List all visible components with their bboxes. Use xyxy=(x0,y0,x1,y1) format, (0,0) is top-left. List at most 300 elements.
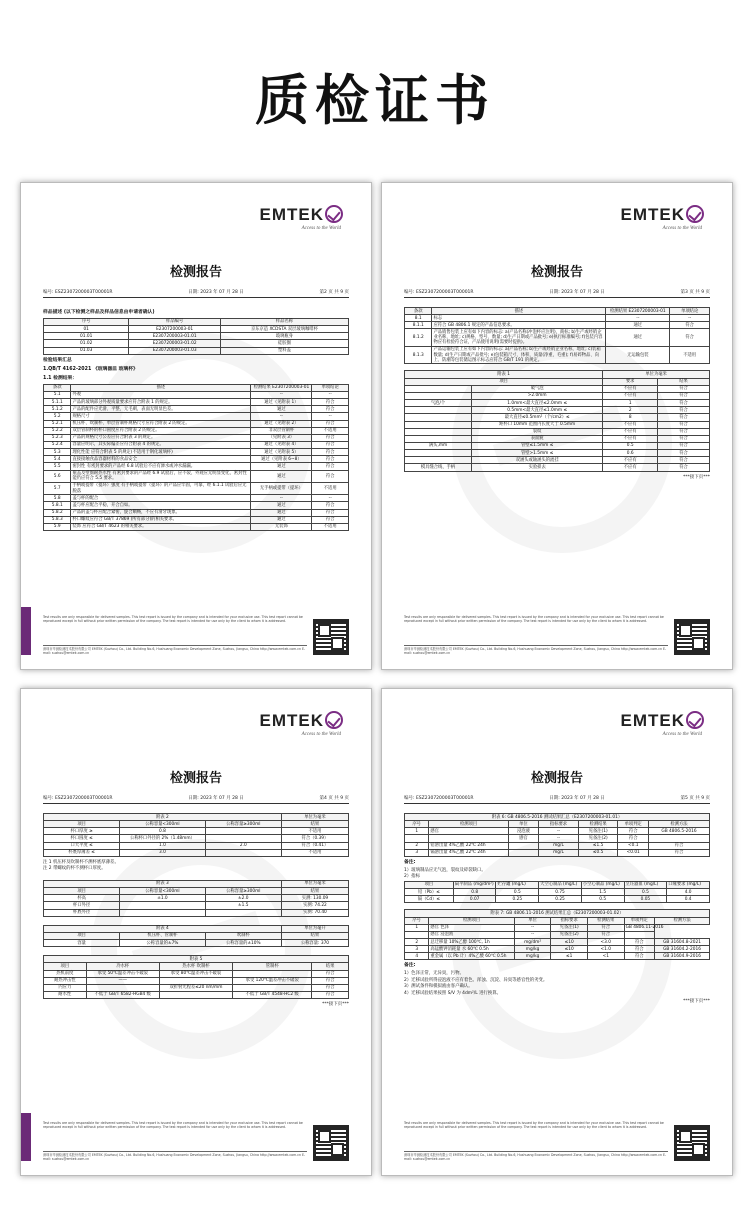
table-cell: 通过 xyxy=(606,329,670,346)
table-cell: 不适用 xyxy=(670,346,710,363)
table-cell: 见备注(1) xyxy=(551,924,588,931)
table-cell: 满头,mm xyxy=(405,442,472,449)
table-cell xyxy=(405,457,472,464)
table-cell: 符合 xyxy=(658,385,710,392)
table-row xyxy=(44,523,349,530)
table-cell: 感官 xyxy=(508,835,539,842)
qr-code xyxy=(313,1125,349,1161)
report-title: 检测报告 xyxy=(530,265,583,280)
table-cell: 承受 120℃温差冲击不破裂 xyxy=(233,977,312,984)
table-row: 01.03 E2307200003-01.03 塑料盖 xyxy=(44,347,349,354)
table-row xyxy=(44,842,349,849)
table-cell: 产品的玻璃部分外观质量要求应符合附表 1 的规定。 xyxy=(71,399,251,406)
table-cell: 3.0 xyxy=(120,849,205,856)
report-page-5 xyxy=(381,688,733,1176)
table-row xyxy=(405,953,710,960)
table-cell: 镉（Cd）≤ xyxy=(405,896,454,903)
table-cell: 1 xyxy=(405,924,429,931)
table-cell: 口大平度 ≤ xyxy=(44,842,120,849)
report-number: 编号: ESZ2307200003T00001R xyxy=(43,290,113,295)
table-cell: 符合 xyxy=(658,435,710,442)
report-date: 日期: 2023 年 07 月 28 日 xyxy=(549,290,605,295)
table-row xyxy=(405,407,710,414)
report-title: 检测报告 xyxy=(169,771,222,786)
report-date: 日期: 2023 年 07 月 28 日 xyxy=(188,290,244,295)
table-cell: 0.05 xyxy=(624,896,667,903)
table-cell: 0.5 xyxy=(624,889,667,896)
table-cell: 2 xyxy=(405,842,429,849)
table-row xyxy=(405,322,710,329)
table-cell: 5.1.1 xyxy=(44,399,71,406)
table-cell: 2.0 xyxy=(205,842,281,849)
emtek-logo: EMTEK xyxy=(621,711,705,731)
table-cell: mg/dm² xyxy=(514,939,551,946)
table-cell: 感官 色泽 xyxy=(429,924,514,931)
table-cell: 不低于 GB/T 6582-HGB4 级 xyxy=(86,991,159,998)
table-cell: 符合 xyxy=(670,322,710,329)
sample-table: 序号 样品编号 样品名称 01 E2307200003-01 京东京造 XCDSTA 双层玻璃咖啡杯 01.01 E2307200003-01.01 玻璃瓶身 01.02 E2307200003-01.02 硅胶圈 01.03 E2307200003-01.03 塑料盖 xyxy=(43,318,349,355)
footer-disclaimer: Test results are only responsible for delivered samples. This test report is issued by the company and is intended for your exclusive use. This test report cannot be reproduced except in full without prior written permission of the company. The test report is intended for use only by the client to whom it is addressed. xyxy=(404,615,664,624)
table-cell xyxy=(205,909,281,916)
table-cell: 实测: 74.22 xyxy=(281,902,348,909)
table-cell: 0.25 xyxy=(496,896,539,903)
table-cell: 符合 xyxy=(312,502,349,509)
report-page-4 xyxy=(20,688,372,1176)
table-cell: 通过（见附表 2） xyxy=(251,420,312,427)
table-row xyxy=(405,931,710,938)
table-cell: 杯口厚度 ≥ xyxy=(44,828,120,835)
table-cell: 外观 xyxy=(71,391,251,398)
qr-code xyxy=(313,619,349,655)
continued-note: ***接下页*** xyxy=(683,999,710,1005)
report-number: 编号: ESZ2307200003T00001R xyxy=(404,290,474,295)
footer-disclaimer: Test results are only responsible for delivered samples. This test report is issued by the company and is intended for your exclusive use. This test report cannot be reproduced except in full without prior written permission of the company. The test report is intended for use only by the client to whom it is addressed. xyxy=(43,1121,303,1130)
table-cell: ≤10 xyxy=(551,946,588,953)
remark-2-3: 3）测试条件和模拟液由客户确认。 xyxy=(404,984,473,990)
table-cell xyxy=(405,421,472,428)
table-row xyxy=(405,329,710,346)
table-cell: 符合 xyxy=(658,407,710,414)
table-cell: 瓶盖及壁圈耐热水性 有密封要求的产品经 6.9 试验后，应不裂、外观应无明显变化，密封性能仍应符合 5.5 要求。 xyxy=(71,470,251,482)
page-footer xyxy=(43,1121,349,1161)
table-cell: 通过（见附表 1） xyxy=(251,399,312,406)
table-cell: 0.5 xyxy=(603,442,658,449)
table-cell: 浸泡液 xyxy=(508,828,539,835)
table-cell: 公称容量的±7% xyxy=(120,940,205,947)
table-cell: 最大直径≤0.5mm²（个/cm2）≤ xyxy=(472,414,603,421)
table-cell: 容量应明示，其实际偏差应符合附表 4 的规定。 xyxy=(71,441,251,448)
sub-title: 1.1 检测结果： xyxy=(43,375,78,381)
table-cell: 0.5mm<最大直径≤1.0mm ≤ xyxy=(472,407,603,414)
table-cell: 通过 xyxy=(251,502,312,509)
table-cell: -- xyxy=(606,315,670,322)
table-row xyxy=(44,984,349,991)
table-row xyxy=(44,502,349,509)
table-cell: 产品的盖与杯应配合紧密，旋合顺畅，不应有滑牙现象。 xyxy=(71,509,251,516)
table-row xyxy=(405,849,710,856)
qr-code xyxy=(674,619,710,655)
table-cell: 符合 xyxy=(648,849,709,856)
footer-disclaimer: Test results are only responsible for delivered samples. This test report is issued by the company and is intended for your exclusive use. This test report cannot be reproduced except in full without prior written permission of the company. The test report is intended for use only by the client to whom it is addressed. xyxy=(404,1121,664,1130)
table-cell: 实测: 70.40 xyxy=(281,909,348,916)
table-cell: 不低于 GB/T 4548-HC2 级 xyxy=(233,991,312,998)
table-cell: 通过 xyxy=(251,406,312,413)
table-cell: 杯口外径 xyxy=(44,902,120,909)
table-cell: 装饰 应符合 GB/T 4623 的相关要求。 xyxy=(71,523,251,530)
table-cell: <3.0 xyxy=(587,939,624,946)
table-cell: 通过 xyxy=(251,516,312,523)
table-cell: 耐水性 xyxy=(44,991,87,998)
table-cell: 总迁移量 10%乙醇 100℃, 1h xyxy=(429,939,514,946)
table-row xyxy=(405,924,710,931)
table-cell: 符合 xyxy=(624,946,655,953)
table-row xyxy=(405,400,710,407)
report-date: 日期: 2023 年 07 月 28 日 xyxy=(188,796,244,801)
table-row xyxy=(405,842,710,849)
footer-address: 深圳市华测检测技术股份有限公司 EMTEK (Suzhou) Co., Ltd. Building No.6, Hushuang Economic Development Zone, Suzhou, Jiangsu, China http://www.emtek.com.cn E-mail: suzhou@emtek.com.cn xyxy=(404,646,667,655)
table-cell: 杯口圆度 ≤ xyxy=(44,835,120,842)
table-cell: 杯口螺纹应符合 GB/T 37869 (所有部分)的相关要求。 xyxy=(71,516,251,523)
attachment-4-table: 附表 4 单位为毫升 项目 机压杯、管制杯 吹制杯 结果 容量 公称容量的±7% 公称容量的±10% 公称容量: 370 xyxy=(43,925,349,947)
continued-note: ***接下页*** xyxy=(683,474,710,480)
table-cell: 无运输包装 xyxy=(606,346,670,363)
attachment-1-table: 附表 1 单位为毫米 项目 要求 结果 破气泡 不应有 符合 >2.0mm 不应有 符合 气泡/个 1.0mm<最大直径≤2.0mm ≤ 1 符合 0.5mm<最大直径≤1.0mm ≤ 2 符合 最大直径≤0.5mm²（个/cm2）≤ 8 符合 距杯口 10mm 范围内长度大于 0.5mm 不应有 符合 裂纹 不应有 符合 表面疵 不应有 符合 满头,mm 管壁≤1.5mm ≤ 0.5 符合 管壁>1.5mm ≤ 0.6 符合 双涵头或轴涵头的流挂 不应有 符合 模具缝合线、手柄 实验损去 不应有 符合 xyxy=(404,370,710,471)
table-cell: 不应有 xyxy=(603,385,658,392)
table-cell xyxy=(405,392,472,399)
table-cell: 表面疵 xyxy=(472,435,603,442)
table-cell: 5.8.3 xyxy=(44,516,71,523)
table-cell: 5.1 xyxy=(44,391,71,398)
table-cell: 内应力 xyxy=(44,984,87,991)
table-row xyxy=(44,427,349,434)
table-row xyxy=(44,463,349,470)
table-cell xyxy=(405,428,472,435)
table-cell: 双涵头或轴涵头的流挂 xyxy=(472,457,603,464)
table-cell: 5.8.1 xyxy=(44,502,71,509)
table-cell: 符合 xyxy=(648,842,709,849)
table-cell: 符合 xyxy=(312,516,349,523)
table-cell: 公称容量: 370 xyxy=(281,940,348,947)
table-row: 01 E2307200003-01 京东京造 XCDSTA 双层玻璃咖啡杯 xyxy=(44,326,349,333)
table-row xyxy=(44,441,349,448)
table-cell: <0.1 xyxy=(618,842,649,849)
table-cell: 0.4 xyxy=(667,896,710,903)
table-row xyxy=(44,940,349,947)
table-row xyxy=(44,835,349,842)
table-cell: 符合 xyxy=(312,984,349,991)
report-body xyxy=(404,813,710,1005)
table-row xyxy=(405,421,710,428)
label-table: 条款 描述 检测结果 E2307200003-01 单项结论 8.1 标志 -- -- 8.1.1 应符合 GB 4806.1 规定的产品信息要求。 通过 符合 8.1.2 产品销售包装上应有如下内容的标志: a)产品名称(冲泡杯应注明)，商标; b)生产或经销企业名称，地址; c)规格、型号、数量; d)生产日期或产品批号; e)执行标准编号; f)包装内容物应有检验符合证，产品使用说明(需要时提供)。 通过 符合 8.1.3 产品运输包装上应有如下内容的标志: a)产品名称; b)生产或经销企业名称，地址; c)装箱数量; d)生产日期或产品批号; e)包装箱尺寸、体积、质量(净重，毛重); f)易碎物品、向上、防潮等包装储运图示标志应符合 GB/T 191 的规定。 无运输包装 不适用 xyxy=(404,307,710,364)
table-cell: 产品的配件应光滑、平整，无毛刺，表面无明显色差。 xyxy=(71,406,251,413)
table-cell: 5.3 xyxy=(44,449,71,456)
table-cell: 符合 xyxy=(312,420,349,427)
table-cell: 符合 xyxy=(312,449,349,456)
emtek-check-icon xyxy=(325,711,343,729)
table-cell: 镉溶出量 4%乙酸 22℃ 24h xyxy=(429,849,508,856)
brand-slogan: Access to the World xyxy=(662,226,702,231)
table-cell: -- xyxy=(312,413,349,420)
table-cell: 铅溶出量 4%乙酸 22℃ 24h xyxy=(429,842,508,849)
remark-1: 1）玻璃制品应无气泡，裂纹及碎裂缺口。 xyxy=(404,867,486,873)
footer-address: 深圳市华测检测技术股份有限公司 EMTEK (Suzhou) Co., Ltd. Building No.6, Hushuang Economic Development Zone, Suzhou, Jiangsu, China http://www.emtek.com.cn E-mail: suzhou@emtek.com.cn xyxy=(43,646,306,655)
table-cell: 0.75 xyxy=(539,889,582,896)
report-body xyxy=(43,813,349,1008)
table-row xyxy=(405,435,710,442)
table-cell xyxy=(624,931,655,938)
table-cell: 通过 xyxy=(251,470,312,482)
page-footer xyxy=(43,615,349,655)
table-cell: 符合 xyxy=(312,463,349,470)
table-cell xyxy=(233,984,312,991)
table-cell: 5.8 xyxy=(44,495,71,502)
table-cell: mg/kg xyxy=(514,953,551,960)
table-cell: 容量 xyxy=(44,940,120,947)
table-cell: 规格尺寸 xyxy=(71,413,251,420)
qr-code xyxy=(674,1125,710,1161)
table-row xyxy=(44,902,349,909)
table-cell: 符合 xyxy=(312,470,349,482)
emtek-logo: EMTEK xyxy=(621,205,705,225)
table-cell: mg/L xyxy=(539,849,579,856)
table-cell: 符合 xyxy=(618,828,649,835)
table-row xyxy=(44,516,349,523)
table-cell: 通过（见附表 6~8） xyxy=(251,456,312,463)
page-number: 第3 页 共 9 页 xyxy=(680,290,710,295)
table-cell: 产品的规格尺寸公差应符合附表 3 的规定。 xyxy=(71,434,251,441)
table-cell xyxy=(405,835,429,842)
table-cell xyxy=(120,909,205,916)
table-cell: 理化性能 应符合附表 5 的规定(不适用于钢化玻璃杯) xyxy=(71,449,251,456)
remark-2-2: 2）迁移试验所得浸泡液不应有着色、浑浊、沉淀、异臭等感官性的劣变。 xyxy=(404,977,548,983)
table-cell: 符合 xyxy=(658,450,710,457)
table-cell: 符合 xyxy=(312,456,349,463)
table-cell: 5.6 xyxy=(44,470,71,482)
table-row xyxy=(44,977,349,984)
table-cell: 双层管制杯的杯口圆度应符合附表 2 的规定。 xyxy=(71,427,251,434)
table-cell: 2 xyxy=(603,407,658,414)
table-cell xyxy=(233,970,312,977)
table-cell: 符合 xyxy=(658,400,710,407)
table-row xyxy=(44,495,349,502)
table-cell xyxy=(405,435,472,442)
footer-address: 深圳市华测检测技术股份有限公司 EMTEK (Suzhou) Co., Ltd. Building No.6, Hushuang Economic Development Zone, Suzhou, Jiangsu, China http://www.emtek.com.cn E-mail: suzhou@emtek.com.cn xyxy=(43,1152,306,1161)
table-cell: 符合（0.39） xyxy=(281,835,348,842)
table-cell: 5.2 xyxy=(44,413,71,420)
table-cell: 产品运输包装上应有如下内容的标志: a)产品名称; b)生产或经销企业名称，地址; c)装箱数量; d)生产日期或产品批号; e)包装箱尺寸、体积、质量(净重，毛重); f)易碎物品、向上、防潮等包装储运图示标志应符合 GB/T 191 的规定。 xyxy=(432,346,606,363)
table-cell: 不适用 xyxy=(312,523,349,530)
report-page-3 xyxy=(381,182,733,670)
table-cell: 见备注(1) xyxy=(578,828,618,835)
table-cell: -- xyxy=(514,931,551,938)
brand-slogan: Access to the World xyxy=(301,226,341,231)
table-cell: 符合 xyxy=(312,991,349,998)
table-row xyxy=(44,509,349,516)
table-cell: 符合 xyxy=(624,953,655,960)
table-row xyxy=(44,449,349,456)
table-cell: 不应有 xyxy=(603,435,658,442)
table-cell: 8.1.1 xyxy=(405,322,432,329)
table-row xyxy=(405,385,710,392)
table-cell: 1.0 xyxy=(120,842,205,849)
table-row xyxy=(405,346,710,363)
page-number: 第4 页 共 9 页 xyxy=(319,796,349,801)
summary-title: 检验结果汇总 xyxy=(43,357,72,363)
table-cell: 直接接触食品容器材料的食品安全 xyxy=(71,456,251,463)
table-row xyxy=(44,470,349,482)
table-cell: 5.4 xyxy=(44,456,71,463)
table-cell: 符合 xyxy=(658,457,710,464)
table-cell: -- xyxy=(312,495,349,502)
table-row xyxy=(44,970,349,977)
table-row xyxy=(405,946,710,953)
report-body xyxy=(43,307,349,534)
table-cell: ±1.5 xyxy=(205,902,281,909)
attachment-6-table: 附表 6: GB 4806.5-2016 测试结果汇总（E2307200003-01.01） 序号 检测项目 单位 指标要求 检测结果 单项判定 检测方法 1 感官 浸泡液 -- 见备注(1) 符合 GB 4806.5-2016 感官 -- 见备注(2) 符合 2 铅溶出量 4%乙酸 22℃ 24h mg/L ≤1.5 <0.1 符合 3 镉溶出量 4%乙酸 22℃ 24h mg/L ≤0.5 <0.01 符合 xyxy=(404,813,710,857)
table-cell: -- xyxy=(539,835,579,842)
footer-address: 深圳市华测检测技术股份有限公司 EMTEK (Suzhou) Co., Ltd. Building No.6, Hushuang Economic Development Zone, Suzhou, Jiangsu, China http://www.emtek.com.cn E-mail: suzhou@emtek.com.cn xyxy=(404,1152,667,1161)
table-cell: 符合 xyxy=(312,399,349,406)
continued-note: ***接下页*** xyxy=(322,1002,349,1008)
table-cell: 热机前度 xyxy=(44,970,87,977)
table-cell: 不适用 xyxy=(312,427,349,434)
table-cell: 杯底外径 xyxy=(44,909,120,916)
table-cell: 5.2.2 xyxy=(44,427,71,434)
table-cell: 密封性 有密封要求的产品经 6.8 试验后不应有渗水或冲水漏漏。 xyxy=(71,463,251,470)
table-cell: 不适用 xyxy=(312,482,349,494)
table-cell: 1.5 xyxy=(581,889,624,896)
table-row xyxy=(44,909,349,916)
table-row xyxy=(405,392,710,399)
table-cell: <1 xyxy=(587,953,624,960)
results-table: 条款 描述 检测结果 E2307200003-01 单项结论 5.1 外观 -- -- 5.1.1 产品的玻璃部分外观质量要求应符合附表 1 的规定。 通过（见附表 1） 符合 5.1.2 产品的配件应光滑、平整，无毛刺，表面无明显色差。 通过 符合 5.2 规格尺寸 -- -- 5.2.1 机压杯、吹制杯、单层管制杯规格尺寸应符合附表 2 的规定。 通过（见附表 2） 符合 5.2.2 双层管制杯的杯口圆度应符合附表 2 的规定。 非双层管制杯 不适用 5.2.3 产品的规格尺寸公差应符合附表 3 的规定。 （见附表 3） 符合 5.2.4 容量应明示，其实际偏差应符合附表 4 的规定。 通过（见附表 4） 符合 5.3 理化性能 应符合附表 5 的规定(不适用于钢化玻璃杯) 通过（见附表 5） 符合 5.4 直接接触食品容器材料的食品安全 通过（见附表 6~8） 符合 5.5 密封性 有密封要求的产品经 6.8 试验后不应有渗水或冲水漏漏。 通过 符合 5.6 瓶盖及壁圈耐热水性 有密封要求的产品经 6.9 试验后，应不裂、外观应无明显变化，密封性能仍应符合 5.5 要求。 通过 符合 5.7 手柄或提带（提环）强度 有手柄或提带（提环）的产品应牢固，可靠，经 6.1.1 试验后应无脱落 无手柄或提带（提环） 不适用 5.8 盖与杯的配合 -- -- 5.8.1 盖与杯应配合平稳，开合自如。 通过 符合 5.8.2 产品的盖与杯应配合紧密，旋合顺畅，不应有滑牙现象。 通过 符合 5.8.3 杯口螺纹应符合 GB/T 37869 (所有部分)的相关要求。 通过 符合 5.9 装饰 应符合 GB/T 4623 的相关要求。 无装饰 不适用 xyxy=(43,384,349,531)
table-cell: 8 xyxy=(603,414,658,421)
table-cell xyxy=(648,835,709,842)
table-cell: 4.0 xyxy=(667,889,710,896)
table-cell: 通过 xyxy=(251,463,312,470)
table-cell: <1.0 xyxy=(587,946,624,953)
table-cell xyxy=(159,991,232,998)
table-cell: 感官 xyxy=(429,828,508,835)
table-row xyxy=(405,457,710,464)
table-row xyxy=(44,420,349,427)
table-cell: 模具缝合线、手柄 xyxy=(405,464,472,471)
table-cell: 杯底厚薄差 ≤ xyxy=(44,849,120,856)
table-cell: 3 xyxy=(405,849,429,856)
table-cell xyxy=(405,450,472,457)
table-cell: 不适用 xyxy=(281,828,348,835)
att2-note-2: 注 2 带螺纹的杯不测杯口厚度。 xyxy=(43,866,106,872)
table-cell xyxy=(508,842,539,849)
table-cell: 符合 xyxy=(618,835,649,842)
report-body xyxy=(404,307,710,480)
attachment-2-table: 附表 2 单位为毫米 项目 公称容量<300ml 公称容量≥300ml 结果 杯口厚度 ≥ 0.8 不适用 杯口圆度 ≤ 公称杯口外径的 2%（1.48mm） 符合（0.39） 口大平度 ≤ 1.0 2.0 符合（0.41） 杯底厚薄差 ≤ 3.0 不适用 xyxy=(43,813,349,857)
table-cell: 8.1.2 xyxy=(405,329,432,346)
table-cell: 符合 xyxy=(658,442,710,449)
table-cell: ≤0.5 xyxy=(578,849,618,856)
table-cell: 0.5 xyxy=(496,889,539,896)
table-cell: 符合（0.41） xyxy=(281,842,348,849)
table-cell: 不应有 xyxy=(603,464,658,471)
table-cell: 手柄或提带（提环）强度 有手柄或提带（提环）的产品应牢固，可靠，经 6.1.1 试验后应无脱落 xyxy=(71,482,251,494)
table-row xyxy=(405,414,710,421)
table-cell: -- xyxy=(312,391,349,398)
table-row xyxy=(44,413,349,420)
table-row: 01.01 E2307200003-01.01 玻璃瓶身 xyxy=(44,333,349,340)
table-cell: 1 xyxy=(405,828,429,835)
table-cell: 4 xyxy=(405,953,429,960)
table-row xyxy=(44,434,349,441)
emtek-check-icon xyxy=(325,205,343,223)
table-cell xyxy=(405,407,472,414)
table-cell: 符合 xyxy=(312,970,349,977)
table-cell: 杯高 xyxy=(44,895,120,902)
table-cell: 承受 50℃温差冲击不破裂 xyxy=(86,970,159,977)
table-cell: 通过 xyxy=(251,509,312,516)
table-cell xyxy=(405,414,472,421)
table-cell: 高锰酸钾消耗量 水 60℃ 0.5h xyxy=(429,946,514,953)
table-row xyxy=(44,828,349,835)
table-cell: ±2.0 xyxy=(205,895,281,902)
table-row xyxy=(405,428,710,435)
attachment-7-table: 附表 7: GB 4806.11-2016 测试结果汇总（E2307200003-01.02） 序号 检测项目 单位 指标要求 检测结果 单项判定 检测方法 1 感官 色泽 -- 见备注(1) 符合 GB 4806.11-2016 感官 浸泡液 -- 见备注(2) 符合 2 总迁移量 10%乙醇 100℃, 1h mg/dm² ≤10 <3.0 符合 GB 31604.8-2021 3 高锰酸钾消耗量 水 60℃ 0.5h mg/kg ≤10 <1.0 符合 GB 31604.2-2016 4 重金属（以 Pb 计）4%乙酸 60℃ 0.5h mg/kg ≤1 <1 符合 GB 31604.9-2016 xyxy=(404,909,710,960)
table-cell xyxy=(120,902,205,909)
table-cell: GB 4806.11-2016 xyxy=(625,925,664,931)
att2-note-1: 注 1 机压杯及吹制杯不测杯底厚薄差。 xyxy=(43,859,119,865)
table-cell: 见备注(2) xyxy=(551,931,588,938)
remarks2-title: 备注: xyxy=(404,963,416,969)
table-cell: 符合 xyxy=(658,428,710,435)
remark-2: 2）指标 xyxy=(404,874,420,880)
page-footer xyxy=(404,615,710,655)
attachment-3-table: 附表 3 单位为毫米 项目 公称容量<300ml 公称容量≥300ml 结果 杯高 ±1.0 ±2.0 实测: 130.09 杯口外径 ±1.5 实测: 74.22 杯底外径 实测: 70.40 xyxy=(43,880,349,917)
table-cell xyxy=(429,835,508,842)
table-cell xyxy=(405,931,429,938)
table-cell: 符合 xyxy=(312,509,349,516)
table-cell xyxy=(205,835,281,842)
table-cell: 实测: 130.09 xyxy=(281,895,348,902)
table-cell: 8.1.3 xyxy=(405,346,432,363)
table-cell: 不适用 xyxy=(281,849,348,856)
table-cell: 5.2.3 xyxy=(44,434,71,441)
table-cell: 通过（见附表 5） xyxy=(251,449,312,456)
limit-table: 项目 扁平制品 (mg/dm²) 贮存罐 (mg/L) 大空心制品 (mg/L) 小空心制品 (mg/L) 烹饪器皿 (mg/L) 口缘要求 (mg/L) 铅（Pb）≤ 0.8 0.5 0.75 1.5 0.5 4.0 镉（Cd）≤ 0.07 0.25 0.25 0.5 0.05 0.4 xyxy=(404,881,710,903)
table-cell: 应符合 GB 4806.1 规定的产品信息要求。 xyxy=(432,322,606,329)
table-cell: >2.0mm xyxy=(472,392,603,399)
table-row xyxy=(405,896,710,903)
table-cell: 通过（见附表 4） xyxy=(251,441,312,448)
table-cell: 符合 xyxy=(587,924,624,931)
table-cell: 见备注(2) xyxy=(578,835,618,842)
table-cell: 1.0mm<最大直径≤2.0mm ≤ xyxy=(472,400,603,407)
table-cell: 机压杯、吹制杯、单层管制杯规格尺寸应符合附表 2 的规定。 xyxy=(71,420,251,427)
table-cell: 5.7 xyxy=(44,482,71,494)
table-cell: 无装饰 xyxy=(251,523,312,530)
table-cell: 符合 xyxy=(587,931,624,938)
table-row xyxy=(405,828,710,835)
table-cell: 产品销售包装上应有如下内容的标志: a)产品名称(冲泡杯应注明)，商标; b)生产或经销企业名称，地址; c)规格、型号、数量; d)生产日期或产品批号; e)执行标准编号; f)包装内容物应有检验符合证，产品使用说明(需要时提供)。 xyxy=(432,329,606,346)
table-cell: 耐热冲击性 xyxy=(44,977,87,984)
headline: 质检证书 xyxy=(255,69,495,132)
table-row xyxy=(405,889,710,896)
table-row xyxy=(44,895,349,902)
table-cell: 5.2.4 xyxy=(44,441,71,448)
standard-line: 1.QB/T 4162-2021 《玻璃器皿 玻璃杯》 xyxy=(43,366,138,372)
table-cell: 符合 xyxy=(312,406,349,413)
table-row: 01.02 E2307200003-01.02 硅胶圈 xyxy=(44,340,349,347)
table-cell: 符合 xyxy=(658,414,710,421)
table-cell: -- xyxy=(251,495,312,502)
